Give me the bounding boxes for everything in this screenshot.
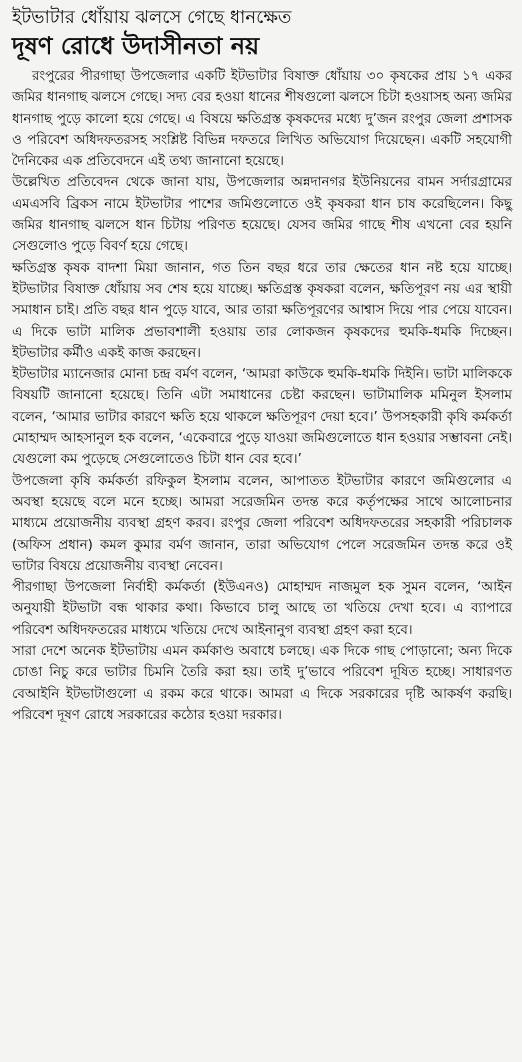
article-kicker: ইটভাটার ধোঁয়ায় ঝলসে গেছে ধানক্ষেত bbox=[12, 7, 292, 28]
article-paragraph-4: ইটভাটার ম্যানেজার মোনা চন্দ্র বর্মণ বলেন, ‘আমরা কাউকে হুমকি-ধমকি দিইনি। ভাটা মালিককে বিষয়টি জানানো হয়েছে। তিনি এটা সমাধানের চেষ্টা করছেন। ভাটামালিক মমিনুল ইসলাম বলেন, ‘আমার ভাটার কারণে ক্ষতি হয়ে থাকলে ক্ষতিপূরণ দেয়া হবে।’ উপসহকারী কৃষি কর্মকর্তা মোহাম্মদ আহসানুল হক বলেন, ‘একেবারে পুড়ে যাওয়া জমিগুলোতে ধান হওয়ার সম্ভাবনা নেই। যেগুলো কম পুড়েছে সেগুলোতেও চিটা ধান বের হবে।’ bbox=[12, 367, 512, 468]
article-paragraph-2: উল্লেখিত প্রতিবেদন থেকে জানা যায়, উপজেলার অন্নদানগর ইউনিয়নের বামন সর্দারগ্রামের এমএসবি ব্রিকস নামে ইটভাটার পাশের জমিগুলোতে ওই কৃষকরা ধান চাষ করেছিলেন। কিছু জমির ধানগাছ ঝলসে ধান চিটায় পরিণত হয়েছে। যেসব জমির গাছে শীষ এখনো বের হয়নি সেগুলোও পুড়ে বিবর্ণ হয়ে গেছে। bbox=[12, 175, 512, 255]
article-paragraph-1: রংপুরের পীরগাছা উপজেলার একটি ইটভাটার বিষাক্ত ধোঁয়ায় ৩০ কৃষকের প্রায় ১৭ একর জমির ধানগাছ ঝলসে গেছে। সদ্য বের হওয়া ধানের শীষগুলো ঝলসে চিটা হওয়াসহ অন্য জমির ধানগাছ পুড়ে কালো হয়ে গেছে। এ বিষয়ে ক্ষতিগ্রস্ত কৃষকদের মধ্যে দু’জন রংপুর জেলা প্রশাসক ও পরিবেশ অধিদফতরসহ সংশ্লিষ্ট বিভিন্ন দফতরে লিখিত অভিযোগ দিয়েছেন। একটি সহযোগী দৈনিকের এক প্রতিবেদনে এই তথ্য জানানো হয়েছে। bbox=[12, 69, 512, 170]
article-paragraph-3: ক্ষতিগ্রস্ত কৃষক বাদশা মিয়া জানান, গত তিন বছর ধরে তার ক্ষেতের ধান নষ্ট হয়ে যাচ্ছে। ইটভাটার বিষাক্ত ধোঁয়ায় সব শেষ হয়ে যাচ্ছে। ক্ষতিগ্রস্ত কৃষকরা বলেন, ক্ষতিপূরণ নয় এর স্থায়ী সমাধান চাই। প্রতি বছর ধান পুড়ে যাবে, আর তারা ক্ষতিপূরণের আশ্বাস দিয়ে পার পেয়ে যাবেন। এ দিকে ভাটা মালিক প্রভাবশালী হওয়ায় তার লোকজন কৃষকদের হুমকি-ধমকি দিচ্ছেন। ইটভাটার কর্মীও একই কাজ করছেন। bbox=[12, 260, 512, 361]
article-paragraph-6: পীরগাছা উপজেলা নির্বাহী কর্মকর্তা (ইউএনও) মোহাম্মদ নাজমুল হক সুমন বলেন, ‘আইন অনুযায়ী ইটভাটা বন্ধ থাকার কথা। কিভাবে চালু আছে তা খতিয়ে দেখা হবে। এ ব্যাপারে পরিবেশ অধিদফতরের মাধ্যমে খতিয়ে দেখে আইনানুগ ব্যবস্থা গ্রহণ করা হবে। bbox=[12, 580, 512, 638]
article-headline: দূষণ রোধে উদাসীনতা নয় bbox=[12, 32, 260, 60]
article-paragraph-7: সারা দেশে অনেক ইটভাটায় এমন কর্মকাণ্ড অবাধে চলছে। এক দিকে গাছ পোড়ানো; অন্য দিকে চোঙা নিচু করে ভাটার চিমনি তৈরি করা হয়। তাই দু’ভাবে পরিবেশ দূষিত হচ্ছে। সাধারণত বেআইনি ইটভাটাগুলো এ রকম করে থাকে। আমরা এ দিকে সরকারের দৃষ্টি আকর্ষণ করছি। পরিবেশ দূষণ রোধে সরকারের কঠোর হওয়া দরকার। bbox=[12, 644, 512, 723]
article-paragraph-5: উপজেলা কৃষি কর্মকর্তা রফিকুল ইসলাম বলেন, আপাতত ইটভাটার কারণে জমিগুলোর এ অবস্থা হয়েছে বলে মনে হচ্ছে। আমরা সরেজমিন তদন্ত করে কর্তৃপক্ষের সাথে আলোচনার মাধ্যমে প্রয়োজনীয় ব্যবস্থা গ্রহণ করব। রংপুর জেলা পরিবেশ অধিদফতরের সহকারী পরিচালক (অফিস প্রধান) কমল কুমার বর্মণ জানান, তারা অভিযোগ পেলে সরেজমিন তদন্ত করে ওই ভাটার বিষয়ে প্রয়োজনীয় ব্যবস্থা নেবেন। bbox=[12, 473, 512, 574]
